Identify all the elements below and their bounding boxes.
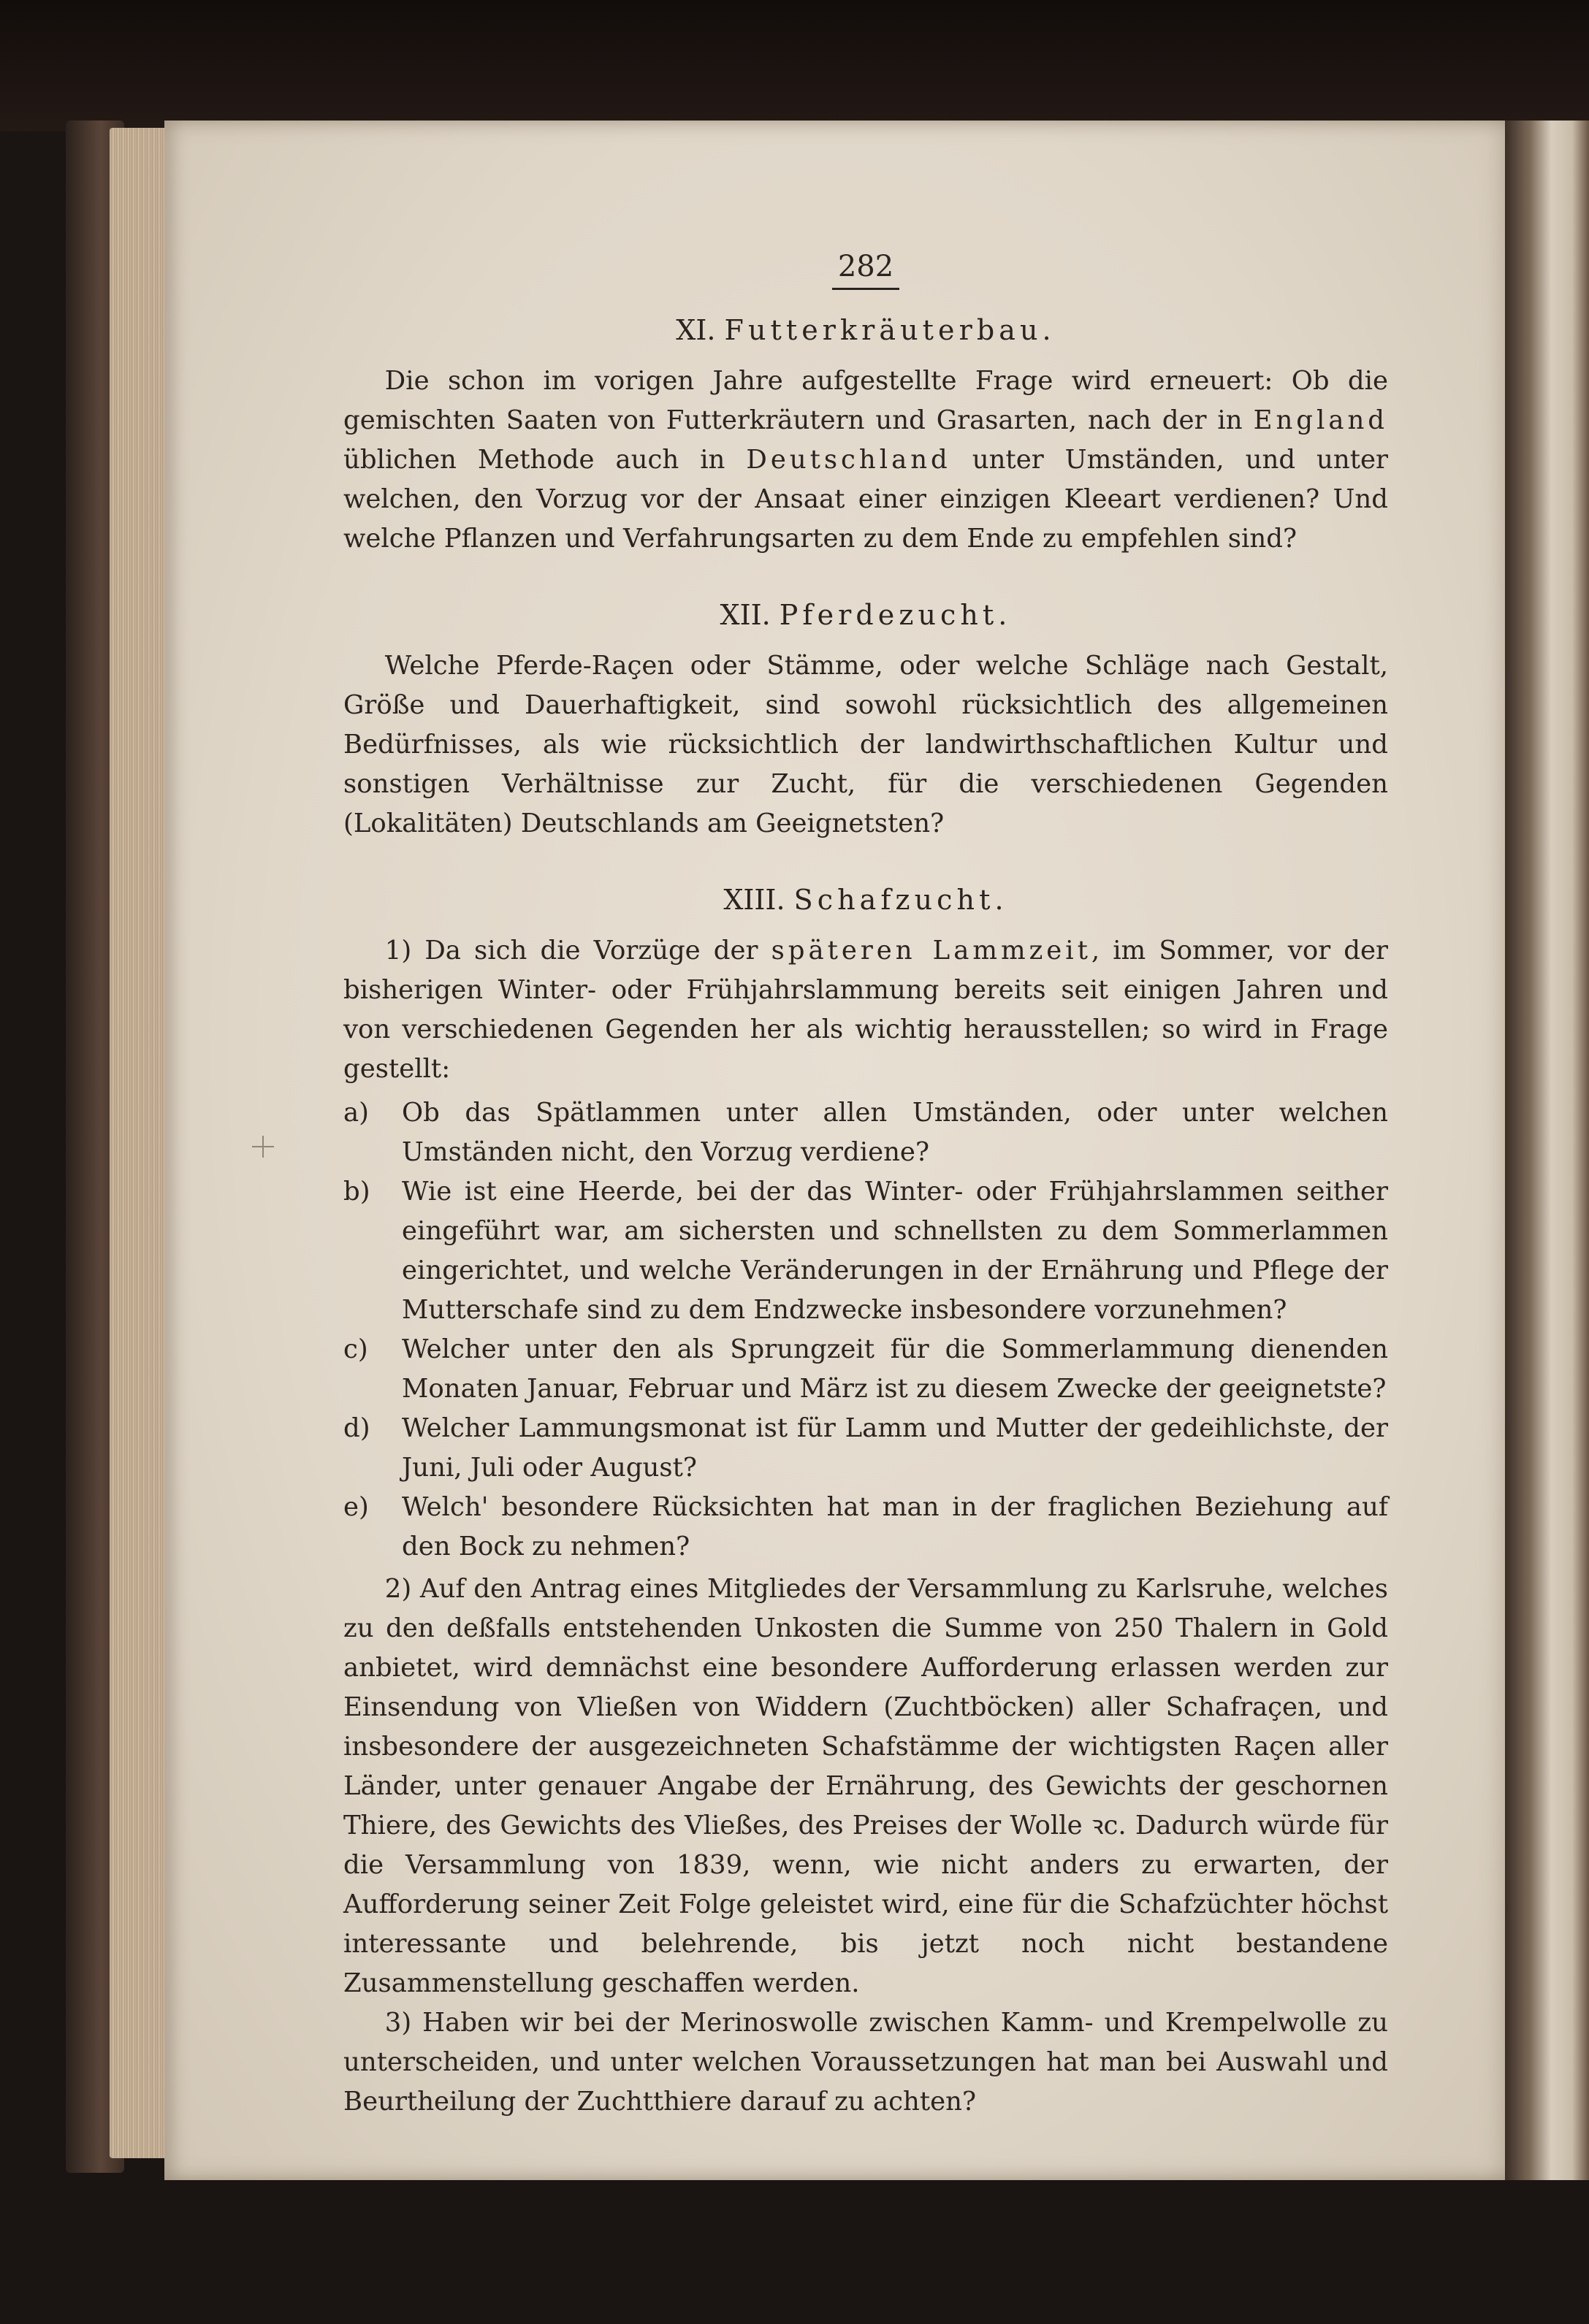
book-gutter-right xyxy=(1505,121,1589,2180)
section-heading-xiii xyxy=(343,879,1388,921)
emphasis: späteren Lammzeit xyxy=(771,936,1091,966)
list-item: d) Welcher Lammungsmonat ist für Lamm und Mutter der gedeihlichste, der Juni, Juli oder August? xyxy=(343,1409,1388,1488)
section-paragraph: Welche Pferde-Raçen oder Stämme, oder welche Schläge nach Gestalt, Größe und Dauerhaftigkeit, sind sowohl rücksichtlich des allgemeinen Bedürfnisses, als wie rücksichtlich der landwirthschaftlichen Kultur und sonstigen Verhältnisse zur Zucht, für die verschiedenen Gegenden (Lokalitäten) Deutschlands am Geeignetsten? xyxy=(343,651,1388,838)
list-marker: c) xyxy=(343,1334,368,1364)
list-marker: e) xyxy=(343,1492,369,1522)
list-item: b) Wie ist eine Heerde, bei der das Winter- oder Frühjahrslammen seither eingeführt war, am sichersten und schnellsten zu dem Sommerlammen eingerichtet, und welche Veränderungen in der Ernährung und Pflege der Mutterschafe sind zu dem Endzwecke insbesondere vorzunehmen? xyxy=(343,1172,1388,1330)
section-heading-xi xyxy=(343,309,1388,351)
list-marker: d) xyxy=(343,1413,370,1443)
background-bottom xyxy=(0,2180,1589,2324)
section-heading-xii xyxy=(343,594,1388,636)
emphasis: England xyxy=(1253,405,1388,435)
question-list xyxy=(343,1093,1388,1567)
section-title: Schafzucht. xyxy=(793,884,1008,916)
section-numeral: XI. xyxy=(676,314,716,346)
section-title: Futterkräuterbau. xyxy=(724,314,1056,346)
page-edges xyxy=(110,128,172,2158)
section-paragraph: 3) Haben wir bei der Merinoswolle zwischen Kamm- und Krempelwolle zu unterscheiden, und unter welchen Voraussetzungen hat man bei Auswahl und Beurtheilung der Zuchtthiere darauf zu achten? xyxy=(343,2008,1388,2117)
section-paragraph: Die schon im vorigen Jahre aufgestellte Frage wird erneuert: Ob die gemischten Saaten von Futterkräutern und Grasarten, nach der in England üblichen Methode auch in Deutschland unter Umständen, und unter welchen, den Vorzug vor der Ansaat einer einzigen Kleeart verdienen? Und welche Pflanzen und Verfahrungsarten zu dem Ende zu empfehlen sind? xyxy=(343,366,1388,554)
section-paragraph: 1) Da sich die Vorzüge der späteren Lammzeit, im Sommer, vor der bisherigen Winter- oder Frühjahrslammung bereits seit einigen Jahren und von verschiedenen Gegenden her als wichtig herausstellen; so wird in Frage gestellt: xyxy=(343,936,1388,1084)
list-item: e) Welch' besondere Rücksichten hat man in der fraglichen Beziehung auf den Bock zu nehmen? xyxy=(343,1488,1388,1567)
page-text xyxy=(343,248,1388,2122)
pencil-cross-mark xyxy=(252,1136,274,1158)
list-item: c) Welcher unter den als Sprungzeit für die Sommerlammung dienenden Monaten Januar, Februar und März ist zu diesem Zwecke der geeignetste? xyxy=(343,1330,1388,1409)
list-marker: b) xyxy=(343,1177,370,1207)
section-paragraph: 2) Auf den Antrag eines Mitgliedes der Versammlung zu Karlsruhe, welches zu den deßfalls entstehenden Unkosten die Summe von 250 Thalern in Gold anbietet, wird demnächst eine besondere Aufforderung erlassen werden zur Einsendung von Vließen von Widdern (Zuchtböcken) aller Schafraçen, und insbesondere der ausgezeichneten Schafstämme der wichtigsten Raçen aller Länder, unter genauer Angabe der Ernährung, des Gewichts der geschornen Thiere, des Gewichts des Vließes, des Preises der Wolle ꝛc. Dadurch würde für die Versammlung von 1839, wenn, wie nicht anders zu erwarten, der Aufforderung seiner Zeit Folge geleistet wird, eine für die Schafzüchter höchst interessante und belehrende, bis jetzt noch nicht bestandene Zusammenstellung geschaffen werden. xyxy=(343,1574,1388,1998)
list-marker: a) xyxy=(343,1098,370,1128)
page-number: 282 xyxy=(343,248,1388,290)
section-numeral: XIII. xyxy=(723,884,785,916)
emphasis: Deutschland xyxy=(746,445,951,475)
section-title: Pferdezucht. xyxy=(779,599,1012,631)
section-numeral: XII. xyxy=(720,599,771,631)
list-item: a) Ob das Spätlammen unter allen Umständen, oder unter welchen Umständen nicht, den Vorzug verdiene? xyxy=(343,1093,1388,1172)
background-top xyxy=(0,0,1589,131)
